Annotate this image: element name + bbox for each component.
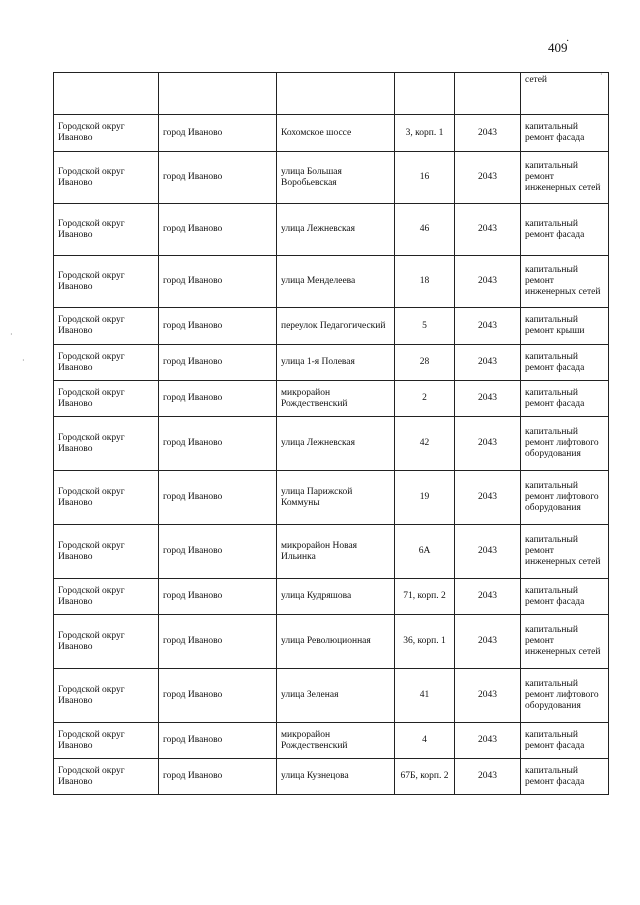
cell-house: 42 [395, 417, 455, 471]
cell-street: микрорайон Новая Ильинка [277, 525, 395, 579]
cell-street [277, 73, 395, 115]
cell-city: город Иваново [159, 417, 277, 471]
cell-year: 2043 [455, 579, 521, 615]
cell-work: капитальный ремонт инженерных сетей [521, 615, 609, 669]
table-row [54, 471, 609, 525]
cell-house: 71, корп. 2 [395, 579, 455, 615]
cell-street: микрорайон Рождественский [277, 381, 395, 417]
cell-house: 3, корп. 1 [395, 115, 455, 152]
table-row [54, 381, 609, 417]
cell-district: Городской округ Иваново [54, 308, 159, 345]
cell-street: улица Революционная [277, 615, 395, 669]
cell-street: улица Менделеева [277, 256, 395, 308]
cell-city: город Иваново [159, 152, 277, 204]
cell-house: 4 [395, 723, 455, 759]
repair-schedule-table [53, 72, 609, 795]
cell-year: 2043 [455, 669, 521, 723]
cell-work: капитальный ремонт фасада [521, 204, 609, 256]
cell-street: улица Зеленая [277, 669, 395, 723]
cell-year: 2043 [455, 345, 521, 381]
table-row [54, 256, 609, 308]
cell-district: Городской округ Иваново [54, 345, 159, 381]
cell-street: улица Кудряшова [277, 579, 395, 615]
cell-city [159, 73, 277, 115]
cell-district: Городской округ Иваново [54, 579, 159, 615]
cell-district: Городской округ Иваново [54, 471, 159, 525]
table-row-continuation [54, 73, 609, 115]
cell-work: капитальный ремонт фасада [521, 759, 609, 795]
cell-city: город Иваново [159, 381, 277, 417]
cell-house: 46 [395, 204, 455, 256]
cell-district: Городской округ Иваново [54, 615, 159, 669]
table-body [54, 73, 609, 795]
table-row [54, 204, 609, 256]
cell-house [395, 73, 455, 115]
cell-house: 6А [395, 525, 455, 579]
cell-work: капитальный ремонт инженерных сетей [521, 256, 609, 308]
cell-house: 67Б, корп. 2 [395, 759, 455, 795]
table-row [54, 615, 609, 669]
cell-street: Кохомское шоссе [277, 115, 395, 152]
cell-year: 2043 [455, 759, 521, 795]
cell-work: капитальный ремонт лифтового оборудования [521, 669, 609, 723]
cell-street: улица Лежневская [277, 204, 395, 256]
scan-speck: · [10, 330, 13, 339]
cell-street: улица Кузнецова [277, 759, 395, 795]
cell-year: 2043 [455, 471, 521, 525]
cell-year: 2043 [455, 152, 521, 204]
cell-work: капитальный ремонт фасада [521, 579, 609, 615]
cell-district: Городской округ Иваново [54, 417, 159, 471]
cell-house: 19 [395, 471, 455, 525]
cell-city: город Иваново [159, 256, 277, 308]
cell-work: капитальный ремонт фасада [521, 381, 609, 417]
cell-district: Городской округ Иваново [54, 204, 159, 256]
cell-district: Городской округ Иваново [54, 256, 159, 308]
cell-district: Городской округ Иваново [54, 759, 159, 795]
scan-speck: · [600, 70, 603, 79]
cell-house: 28 [395, 345, 455, 381]
cell-city: город Иваново [159, 345, 277, 381]
cell-city: город Иваново [159, 723, 277, 759]
scan-speck: · [22, 356, 25, 365]
cell-year: 2043 [455, 381, 521, 417]
cell-city: город Иваново [159, 471, 277, 525]
cell-work: капитальный ремонт инженерных сетей [521, 525, 609, 579]
cell-house: 16 [395, 152, 455, 204]
cell-street: улица Парижской Коммуны [277, 471, 395, 525]
cell-district: Городской округ Иваново [54, 669, 159, 723]
table-row [54, 345, 609, 381]
table-row [54, 115, 609, 152]
cell-house: 5 [395, 308, 455, 345]
table-row [54, 525, 609, 579]
cell-work: капитальный ремонт лифтового оборудования [521, 471, 609, 525]
cell-street: микрорайон Рождественский [277, 723, 395, 759]
cell-year: 2043 [455, 256, 521, 308]
cell-work: капитальный ремонт лифтового оборудования [521, 417, 609, 471]
cell-house: 2 [395, 381, 455, 417]
cell-house: 41 [395, 669, 455, 723]
page-number: 409 [548, 40, 568, 55]
cell-year: 2043 [455, 417, 521, 471]
cell-house: 18 [395, 256, 455, 308]
cell-district [54, 73, 159, 115]
cell-year: 2043 [455, 308, 521, 345]
table-row [54, 152, 609, 204]
table-row [54, 308, 609, 345]
cell-district: Городской округ Иваново [54, 723, 159, 759]
page-mark: · [566, 36, 570, 47]
table-row [54, 417, 609, 471]
cell-district: Городской округ Иваново [54, 381, 159, 417]
table-row [54, 723, 609, 759]
cell-city: город Иваново [159, 525, 277, 579]
cell-city: город Иваново [159, 615, 277, 669]
cell-city: город Иваново [159, 759, 277, 795]
cell-city: город Иваново [159, 669, 277, 723]
table-row [54, 669, 609, 723]
cell-year: 2043 [455, 204, 521, 256]
cell-district: Городской округ Иваново [54, 115, 159, 152]
cell-city: город Иваново [159, 204, 277, 256]
cell-house: 36, корп. 1 [395, 615, 455, 669]
cell-year: 2043 [455, 723, 521, 759]
cell-work: капитальный ремонт фасада [521, 723, 609, 759]
cell-street: улица Большая Воробьевская [277, 152, 395, 204]
cell-street: улица Лежневская [277, 417, 395, 471]
cell-work: сетей [521, 73, 609, 115]
cell-district: Городской округ Иваново [54, 525, 159, 579]
cell-district: Городской округ Иваново [54, 152, 159, 204]
cell-year: 2043 [455, 615, 521, 669]
cell-work: капитальный ремонт крыши [521, 308, 609, 345]
cell-year: 2043 [455, 525, 521, 579]
table-row [54, 579, 609, 615]
cell-city: город Иваново [159, 308, 277, 345]
cell-work: капитальный ремонт инженерных сетей [521, 152, 609, 204]
table-row [54, 759, 609, 795]
cell-street: улица 1-я Полевая [277, 345, 395, 381]
cell-work: капитальный ремонт фасада [521, 345, 609, 381]
cell-city: город Иваново [159, 579, 277, 615]
cell-year [455, 73, 521, 115]
cell-year: 2043 [455, 115, 521, 152]
cell-work: капитальный ремонт фасада [521, 115, 609, 152]
cell-street: переулок Педагогический [277, 308, 395, 345]
cell-city: город Иваново [159, 115, 277, 152]
